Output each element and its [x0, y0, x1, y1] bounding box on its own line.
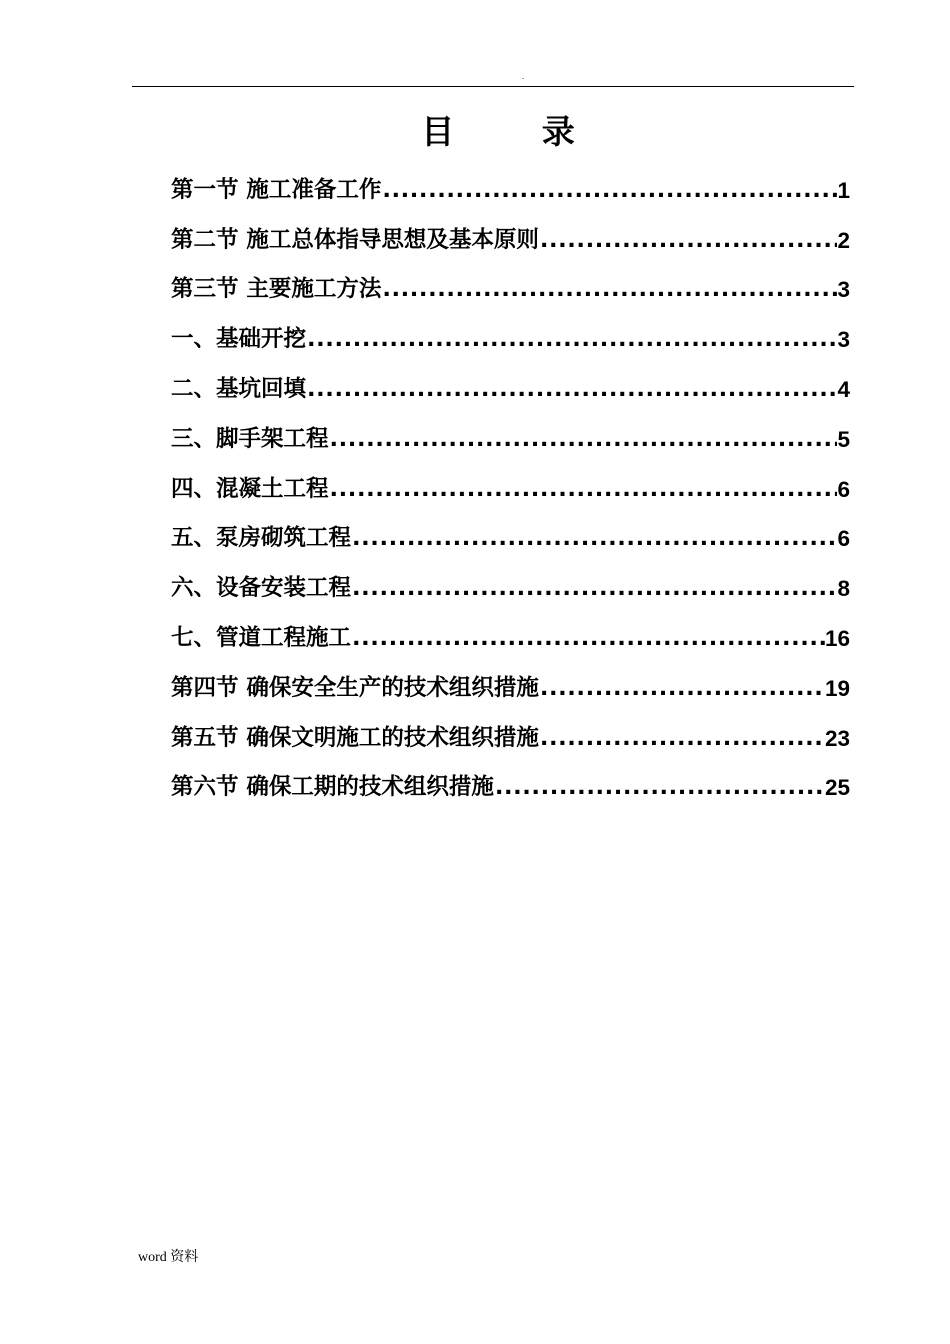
toc-entry-label: 六、设备安装工程 — [171, 575, 352, 602]
toc-dot-leader — [351, 614, 825, 663]
footer-text: word 资料 — [138, 1250, 199, 1265]
toc-entry-page: 3 — [837, 277, 850, 303]
toc-dot-leader — [329, 465, 838, 514]
toc-entry-page: 19 — [824, 675, 850, 701]
toc-entry-section-4[interactable] — [171, 663, 850, 713]
toc-entry-section-6[interactable] — [171, 763, 850, 813]
toc-entry-scaffolding[interactable] — [171, 414, 850, 464]
toc-entry-page: 2 — [837, 227, 850, 253]
toc-entry-label: 第五节 确保文明施工的技术组织措施 — [171, 724, 539, 751]
table-of-contents — [171, 165, 850, 812]
toc-dot-leader — [539, 714, 825, 763]
toc-entry-label: 第一节 施工准备工作 — [171, 176, 382, 203]
toc-entry-pipeline-works[interactable] — [171, 613, 850, 663]
toc-dot-leader — [351, 564, 837, 613]
toc-entry-label: 五、泵房砌筑工程 — [171, 525, 352, 552]
toc-entry-page: 6 — [837, 476, 850, 502]
toc-dot-leader — [306, 365, 837, 414]
toc-entry-section-1[interactable] — [171, 165, 850, 215]
header-rule — [132, 86, 854, 87]
toc-entry-page: 6 — [837, 526, 850, 552]
toc-entry-section-3[interactable] — [171, 265, 850, 315]
toc-dot-leader — [306, 315, 837, 364]
toc-dot-leader — [539, 216, 838, 265]
toc-entry-label: 七、管道工程施工 — [171, 624, 352, 651]
toc-entry-equipment-installation[interactable] — [171, 563, 850, 613]
toc-entry-label: 第三节 主要施工方法 — [171, 276, 382, 303]
toc-entry-page: 4 — [837, 376, 850, 402]
toc-entry-concrete[interactable] — [171, 464, 850, 514]
toc-entry-section-2[interactable] — [171, 215, 850, 265]
toc-entry-label: 二、基坑回填 — [171, 375, 307, 402]
toc-entry-page: 5 — [837, 426, 850, 452]
toc-entry-pump-house-masonry[interactable] — [171, 514, 850, 564]
toc-entry-pit-backfill[interactable] — [171, 364, 850, 414]
toc-dot-leader — [539, 664, 825, 713]
toc-dot-leader — [381, 166, 837, 215]
toc-entry-label: 三、脚手架工程 — [171, 425, 329, 452]
toc-entry-label: 四、混凝土工程 — [171, 475, 329, 502]
toc-entry-label: 一、基础开挖 — [171, 326, 307, 353]
toc-entry-label: 第二节 施工总体指导思想及基本原则 — [171, 226, 539, 253]
toc-entry-page: 3 — [837, 327, 850, 353]
toc-entry-page: 8 — [837, 576, 850, 602]
toc-dot-leader — [381, 265, 837, 314]
toc-entry-page: 1 — [837, 177, 850, 203]
toc-entry-page: 25 — [824, 775, 850, 801]
toc-entry-page: 23 — [824, 725, 850, 751]
toc-entry-page: 16 — [824, 625, 850, 651]
header-mark: . — [522, 72, 524, 81]
toc-title: 目 录 — [421, 112, 613, 151]
toc-dot-leader — [494, 763, 825, 812]
toc-dot-leader — [351, 514, 837, 563]
toc-entry-label: 第四节 确保安全生产的技术组织措施 — [171, 674, 539, 701]
toc-entry-foundation-excavation[interactable] — [171, 314, 850, 364]
toc-entry-label: 第六节 确保工期的技术组织措施 — [171, 774, 494, 801]
toc-dot-leader — [329, 415, 838, 464]
toc-entry-section-5[interactable] — [171, 713, 850, 763]
